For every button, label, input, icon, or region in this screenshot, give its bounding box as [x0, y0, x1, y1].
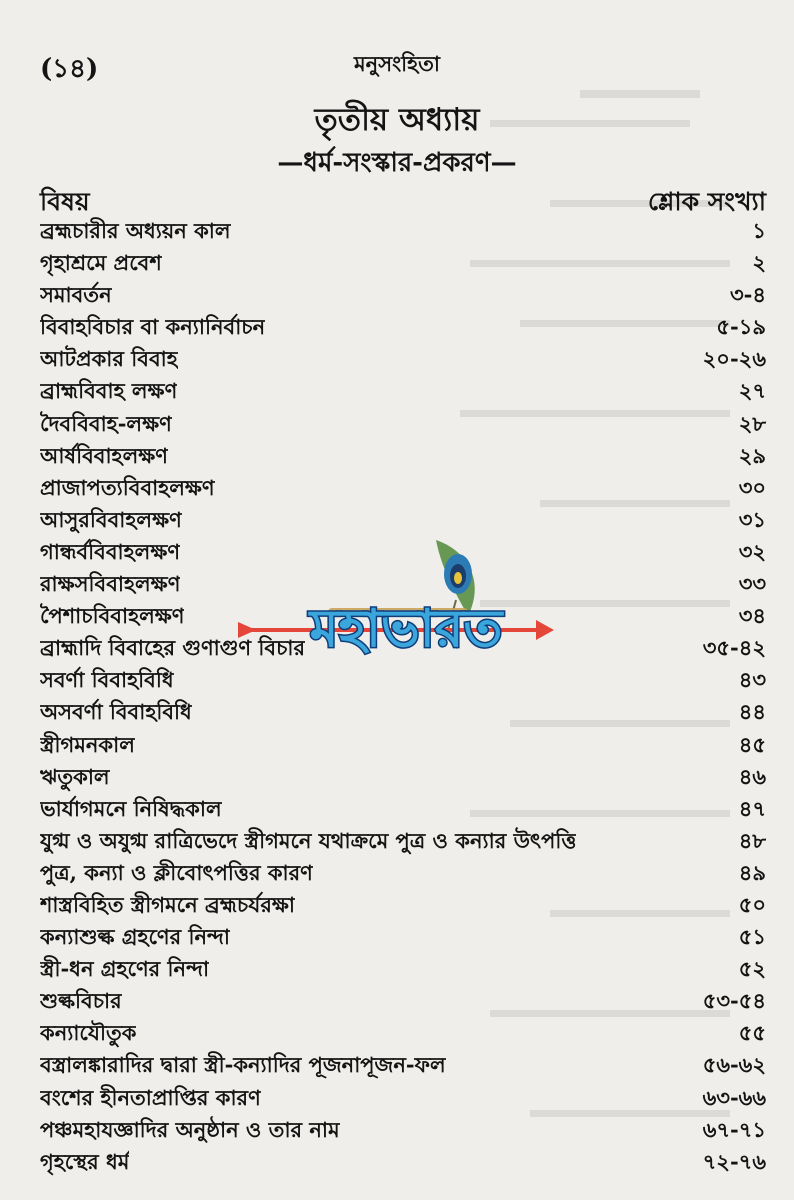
verse-range: ৩৩	[738, 571, 766, 597]
topic-text: ব্রাহ্মবিবাহ লক্ষণ	[40, 378, 178, 404]
topic-text: অসবর্ণা বিবাহবিধি	[40, 699, 192, 725]
contents-row	[40, 215, 766, 247]
topic-text: পঞ্চমহাযজ্ঞাদির অনুষ্ঠান ও তার নাম	[40, 1116, 340, 1142]
chapter-title: তৃতীয় অধ্যায়	[314, 102, 480, 138]
topic-text: ব্রহ্মচারীর অধ্যয়ন কাল	[40, 218, 231, 243]
page-number: (১৪)	[40, 54, 99, 84]
verse-range: ২৮	[738, 410, 766, 436]
topic-text: বস্ত্রালঙ্কারাদির দ্বারা স্ত্রী-কন্যাদির পূজনাপূজন-ফল	[40, 1052, 446, 1078]
topic-text: আর্ষবিবাহলক্ষণ	[40, 442, 168, 468]
topic-text: স্ত্রীগমনকাল	[40, 731, 135, 757]
topic-text: যুগ্ম ও অযুগ্ম রাত্রিভেদে স্ত্রীগমনে যথাক্রমে পুত্র ও কন্যার উৎপত্তি	[40, 827, 577, 853]
verse-range: ৩৪	[738, 603, 766, 629]
topic-text: প্রাজাপত্যবিবাহলক্ষণ	[40, 474, 215, 500]
verse-range: ৩-৪	[730, 282, 766, 308]
topic-text: কন্যাযৌতুক	[40, 1020, 137, 1046]
verse-count-column-header: শ্লোক সংখ্যা	[647, 187, 766, 216]
contents-row	[40, 1146, 766, 1178]
topic-text: বিবাহবিচার বা কন্যানির্বাচন	[40, 314, 266, 340]
contents-row	[40, 857, 766, 889]
verse-range: ৩৫-৪২	[702, 635, 766, 661]
contents-row	[40, 408, 766, 440]
topic-text: দৈববিবাহ-লক্ষণ	[40, 410, 172, 436]
topic-text: স্ত্রী-ধন গ্রহণের নিন্দা	[40, 956, 210, 982]
topic-text: গৃহাশ্রমে প্রবেশ	[40, 250, 162, 276]
verse-range: ৩০	[738, 474, 766, 500]
contents-row	[40, 889, 766, 921]
verse-range: ৫-১৯	[716, 314, 766, 340]
verse-range: ৫৩-৫৪	[702, 988, 766, 1014]
verse-range: ৫৫	[738, 1020, 766, 1046]
contents-row	[40, 440, 766, 472]
topic-text: গৃহস্থের ধর্ম	[40, 1148, 130, 1174]
contents-row	[40, 343, 766, 375]
topic-text: কন্যাশুল্ক গ্রহণের নিন্দা	[40, 924, 230, 950]
verse-range: ৫৬-৬২	[702, 1052, 766, 1078]
verse-range: ৬৭-৭১	[702, 1116, 766, 1142]
verse-range: ২৯	[738, 442, 766, 468]
contents-row	[40, 985, 766, 1017]
contents-row	[40, 311, 766, 343]
contents-row	[40, 921, 766, 953]
contents-row	[40, 375, 766, 407]
verse-range: ৪৮	[738, 827, 766, 853]
topic-text: ঋতুকাল	[40, 763, 110, 789]
contents-row	[40, 1082, 766, 1114]
contents-row	[40, 696, 766, 728]
topic-text: রাক্ষসবিবাহলক্ষণ	[40, 571, 181, 597]
contents-row	[40, 472, 766, 504]
verse-range: ২	[752, 250, 766, 276]
verse-range: ৪৫	[738, 731, 766, 757]
verse-range: ৫১	[738, 924, 766, 950]
topic-text: গান্ধর্ববিবাহলক্ষণ	[40, 538, 181, 564]
topic-text: ভার্যাগমনে নিষিদ্ধকাল	[40, 795, 222, 821]
contents-list	[40, 215, 766, 1178]
contents-row	[40, 825, 766, 857]
contents-row	[40, 1114, 766, 1146]
topic-text: সবর্ণা বিবাহবিধি	[40, 667, 174, 693]
watermark-text: মহাভারত	[309, 599, 503, 659]
contents-row	[40, 1049, 766, 1081]
verse-range: ৪৯	[738, 859, 766, 885]
topic-text: শুল্কবিচার	[40, 988, 122, 1014]
verse-range: ৪৪	[738, 699, 766, 725]
verse-range: ৪৬	[738, 763, 766, 789]
verse-range: ১	[752, 218, 766, 243]
contents-row	[40, 247, 766, 279]
topic-text: পুত্র, কন্যা ও ক্লীবোৎপত্তির কারণ	[40, 859, 313, 885]
verse-range: ৬৩-৬৬	[702, 1084, 766, 1110]
verse-range: ৩১	[738, 506, 766, 532]
verse-range: ৭২-৭৬	[702, 1148, 766, 1174]
section-title: —ধর্ম-সংস্কার-প্রকরণ—	[277, 148, 517, 178]
topic-text: সমাবর্তন	[40, 282, 112, 308]
topic-text: ব্রাহ্মাদি বিবাহের গুণাগুণ বিচার	[40, 635, 306, 661]
topic-text: আসুরবিবাহলক্ষণ	[40, 506, 182, 532]
verse-range: ৩২	[738, 538, 766, 564]
contents-row	[40, 953, 766, 985]
contents-row	[40, 279, 766, 311]
contents-row	[40, 729, 766, 761]
topic-text: বংশের হীনতাপ্রাপ্তির কারণ	[40, 1084, 261, 1110]
verse-range: ৫২	[738, 956, 766, 982]
running-head: মনুসংহিতা	[354, 51, 440, 76]
verse-range: ৪৩	[738, 667, 766, 693]
topic-text: শাস্ত্রবিহিত স্ত্রীগমনে ব্রহ্মচর্যরক্ষা	[40, 891, 296, 917]
verse-range: ৪৭	[738, 795, 766, 821]
mahabharat-watermark-logo	[236, 530, 556, 680]
verse-range: ২০-২৬	[702, 346, 766, 372]
contents-row	[40, 761, 766, 793]
subject-column-header: বিষয়	[40, 187, 90, 216]
contents-row	[40, 1017, 766, 1049]
topic-text: আটপ্রকার বিবাহ	[40, 346, 178, 372]
contents-row	[40, 793, 766, 825]
topic-text: পৈশাচবিবাহলক্ষণ	[40, 603, 185, 629]
verse-range: ২৭	[738, 378, 766, 404]
verse-range: ৫০	[738, 891, 766, 917]
